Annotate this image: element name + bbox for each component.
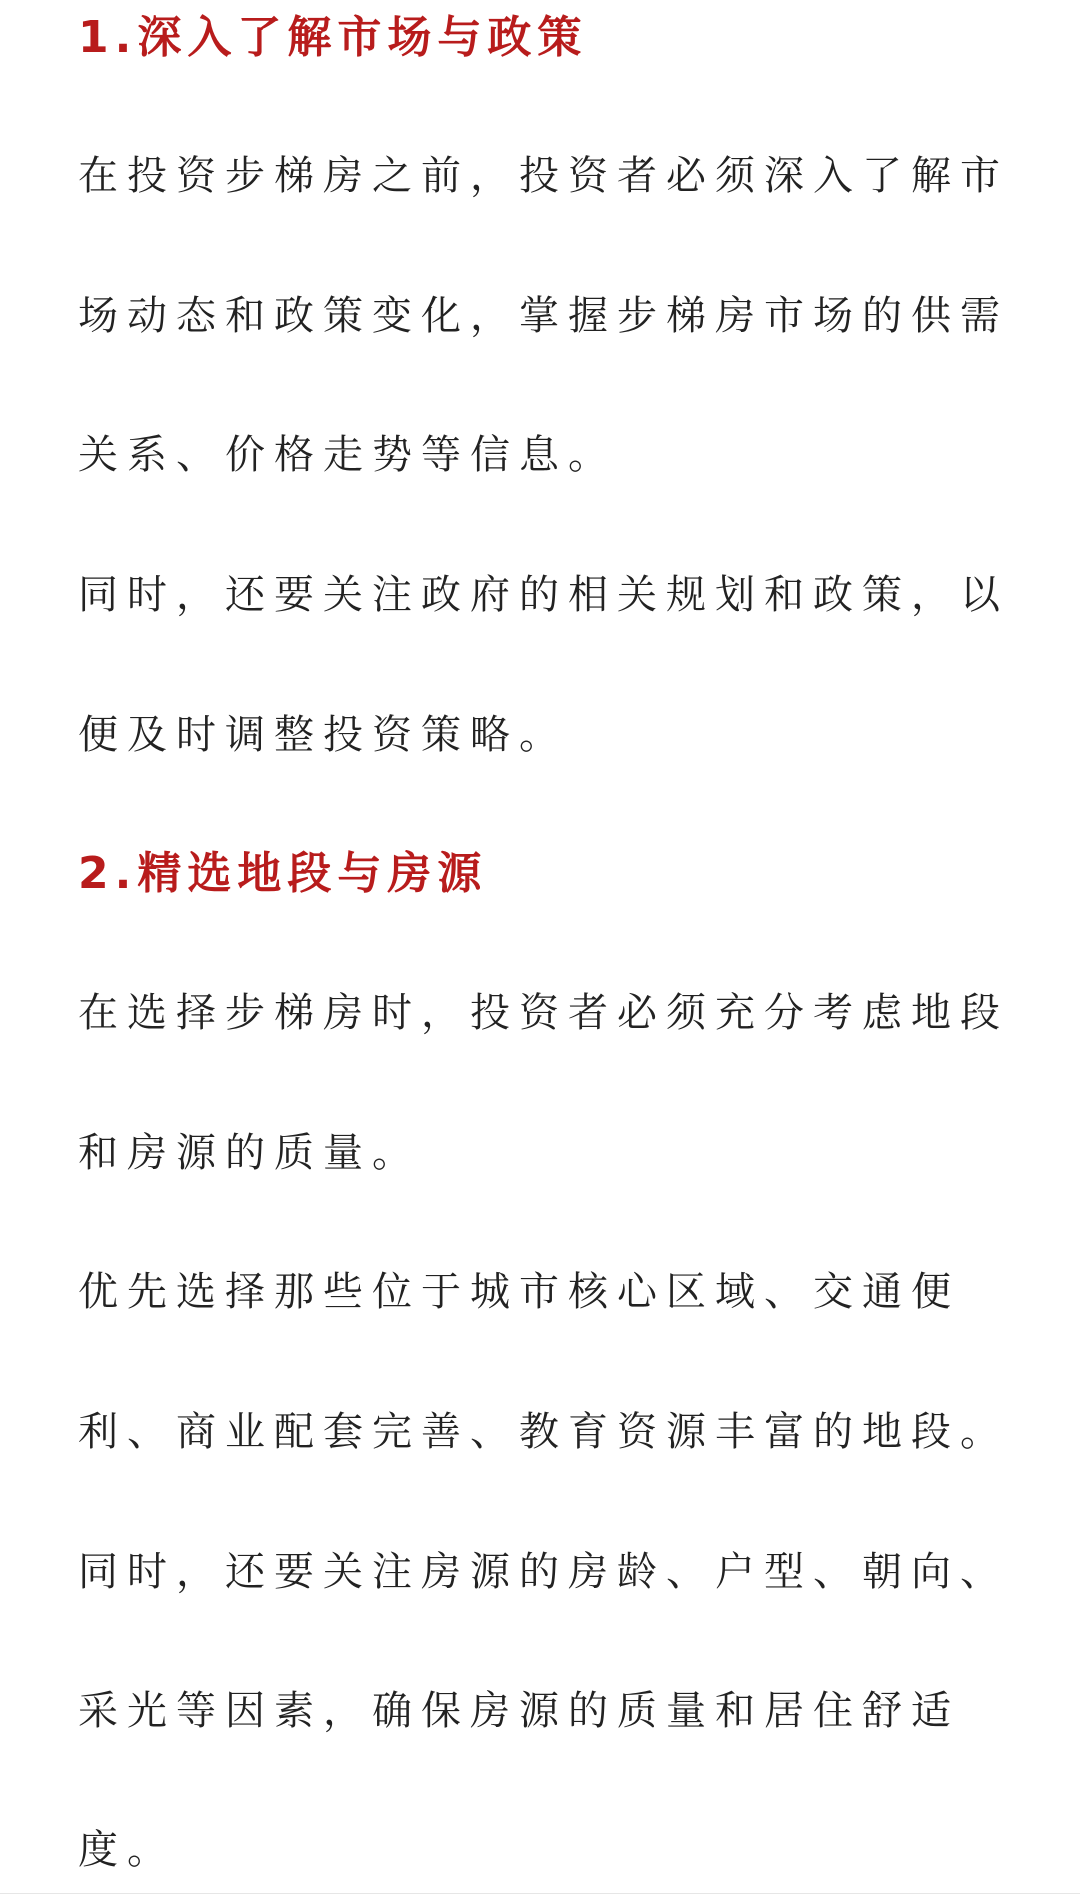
paragraph-line: 便及时调整投资策略。 (78, 712, 568, 758)
section-heading-2: 2.精选地段与房源 (78, 848, 488, 899)
paragraph-line: 在投资步梯房之前，投资者必须深入了解市 (78, 153, 1009, 199)
paragraph-line: 同时，还要关注政府的相关规划和政策，以 (78, 572, 1009, 618)
paragraph-line: 场动态和政策变化，掌握步梯房市场的供需 (78, 293, 1009, 339)
paragraph-line: 利、商业配套完善、教育资源丰富的地段。 (78, 1409, 1009, 1455)
paragraph-line: 优先选择那些位于城市核心区域、交通便 (78, 1269, 960, 1315)
paragraph-line: 同时，还要关注房源的房龄、户型、朝向、 (78, 1549, 1009, 1595)
paragraph-line: 在选择步梯房时，投资者必须充分考虑地段 (78, 990, 1009, 1036)
bottom-divider (0, 1893, 1080, 1894)
paragraph-line: 采光等因素，确保房源的质量和居住舒适 (78, 1688, 960, 1734)
paragraph-line: 关系、价格走势等信息。 (78, 432, 617, 478)
section-heading-1: 1.深入了解市场与政策 (78, 12, 588, 63)
paragraph-line: 度。 (78, 1827, 176, 1873)
paragraph-line: 和房源的质量。 (78, 1130, 421, 1176)
